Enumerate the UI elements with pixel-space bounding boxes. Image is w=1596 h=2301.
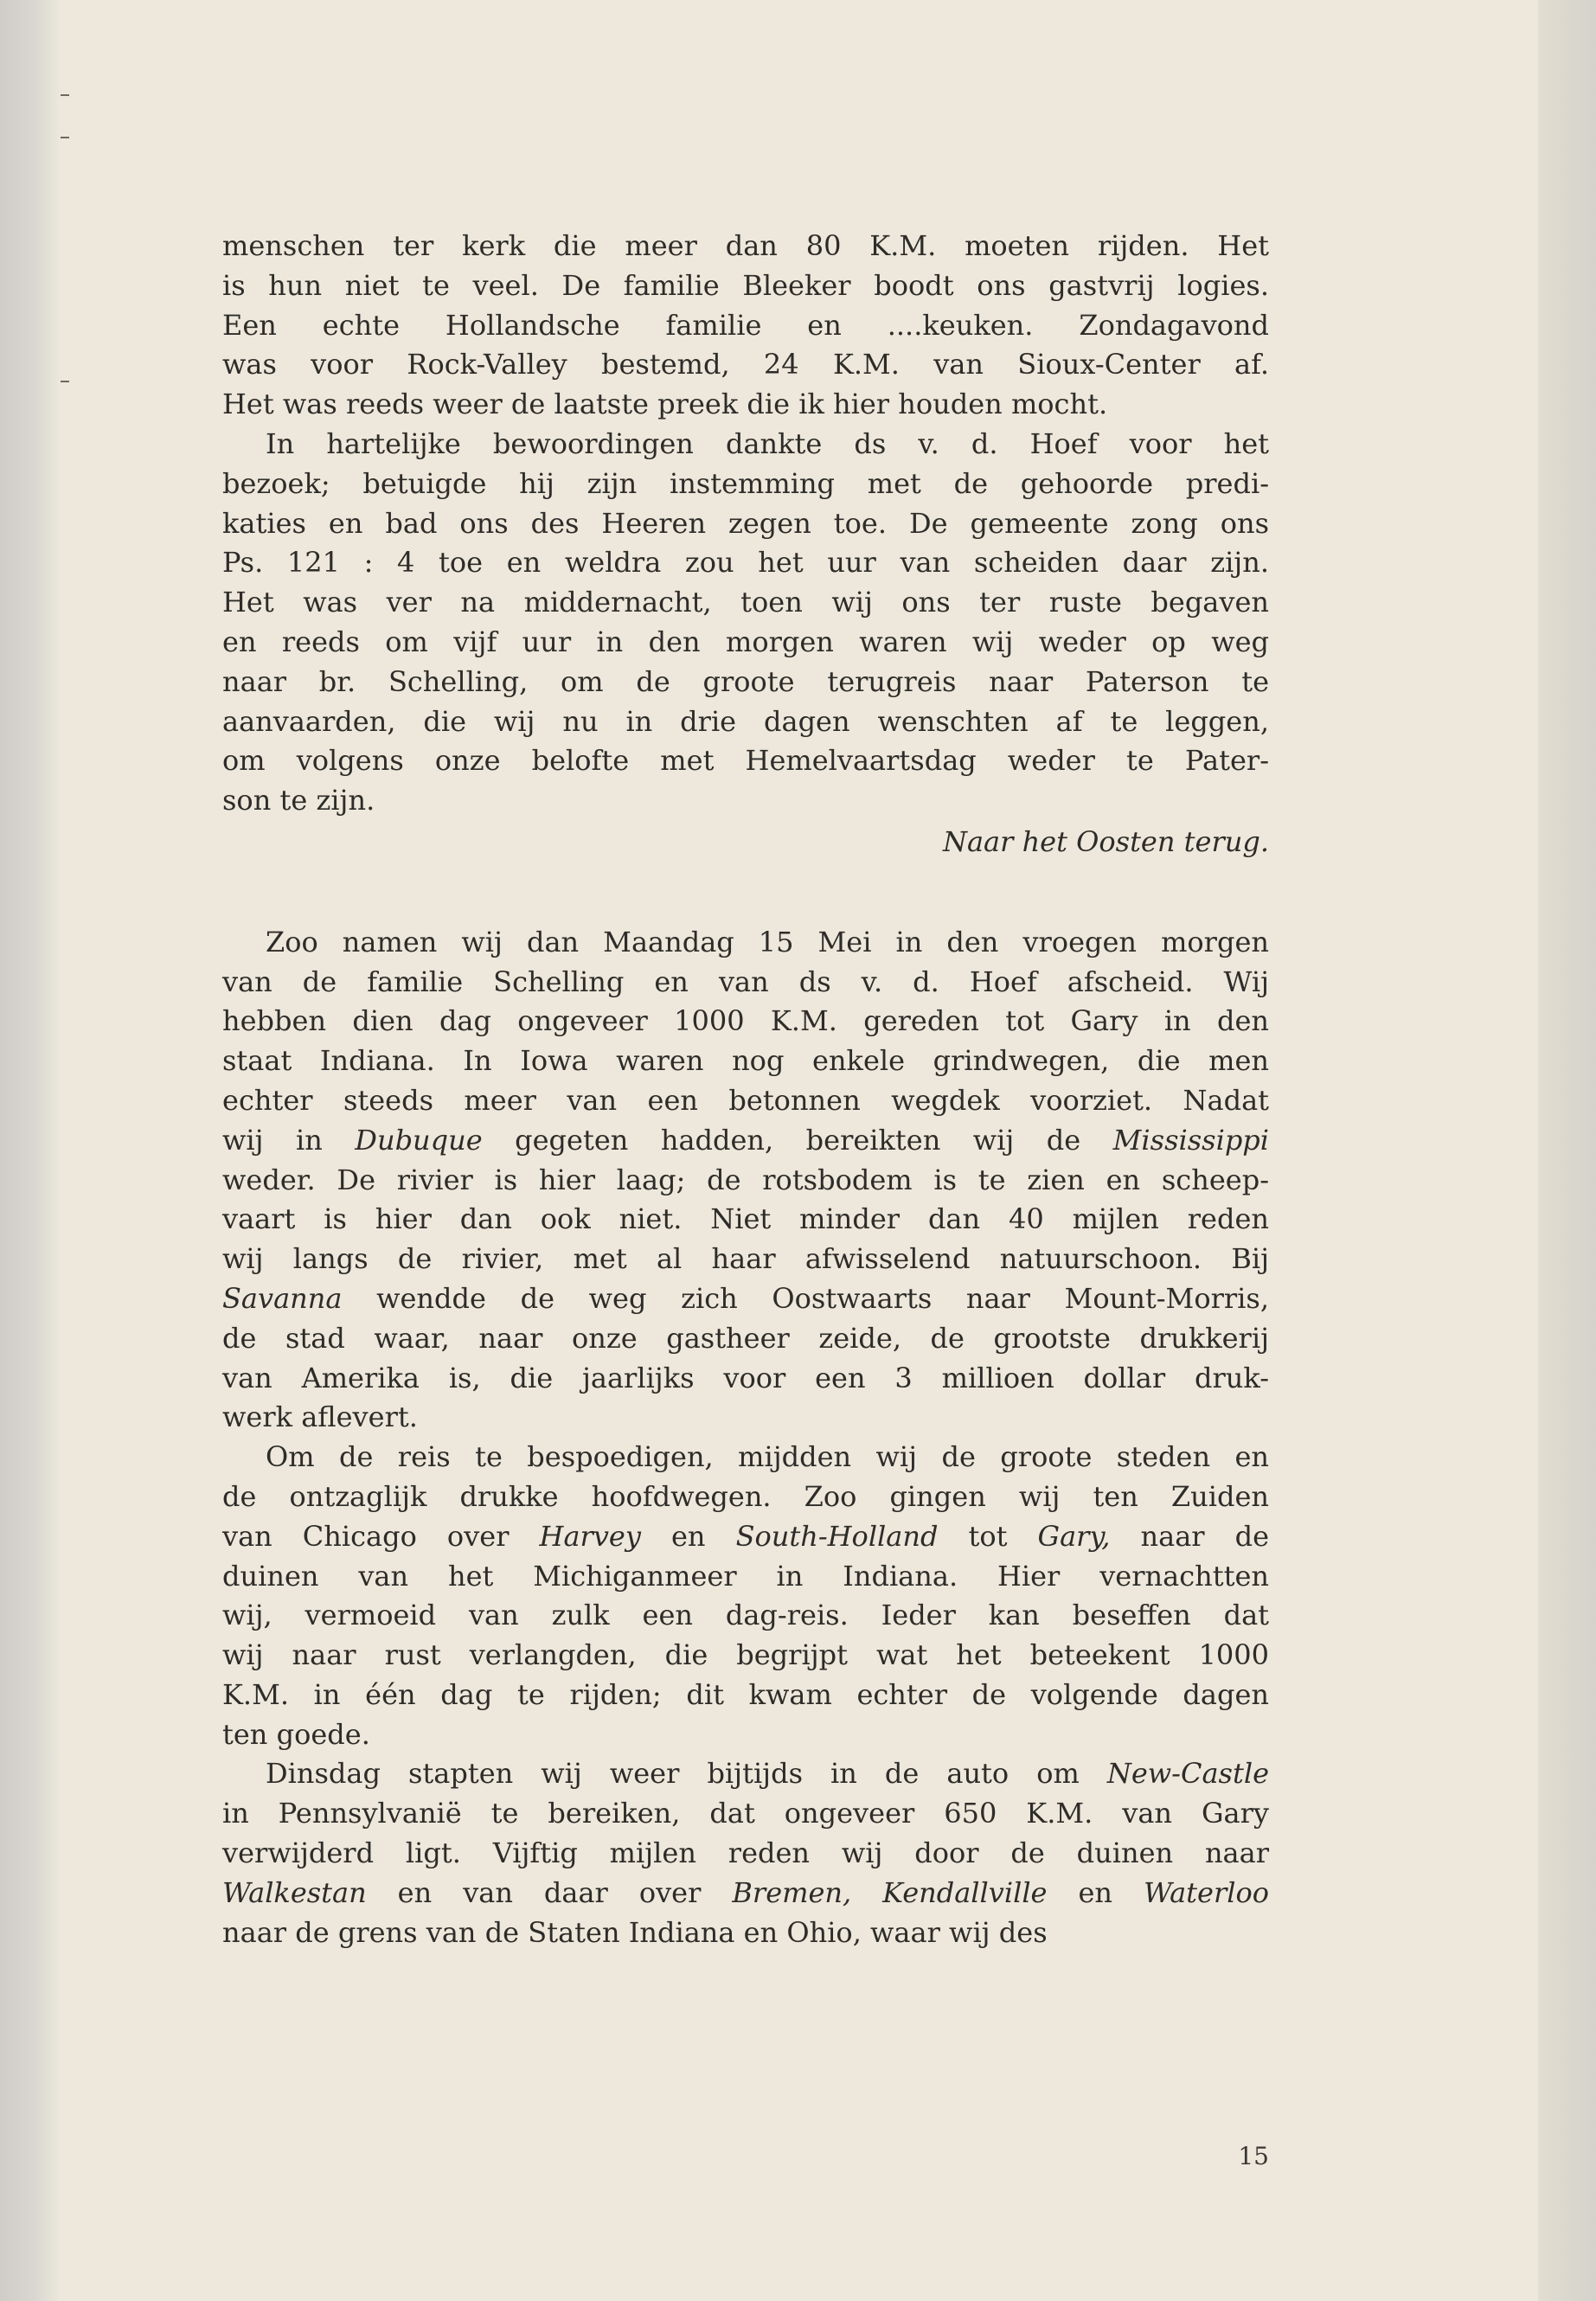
text-line: menschen ter kerk die meer dan 80 K.M. moeten rijden. Het	[222, 229, 1269, 262]
text-line: was voor Rock-Valley bestemd, 24 K.M. van Sioux-Center af.	[222, 348, 1269, 381]
text-run: werk aflevert.	[222, 1400, 418, 1434]
text-run: en	[640, 1519, 736, 1553]
text-line	[222, 1161, 1269, 1201]
text-run: naar de	[1110, 1519, 1270, 1553]
margin-mark	[61, 94, 69, 96]
text-line: aanvaarden, die wij nu in drie dagen wenschten af te leggen,	[222, 704, 1269, 738]
text-run: naar de grens van de Staten Indiana en Ohio, waar wij des	[222, 1915, 1048, 1949]
text-line	[222, 1517, 1269, 1557]
text-run: Dinsdag stapten wij weer bijtijds in de auto om	[266, 1757, 1107, 1791]
section-heading: Naar het Oosten terug.	[942, 824, 1269, 858]
text-line	[222, 1715, 1269, 1755]
text-run: K.M. in één dag te rijden; dit kwam echter de volgende dagen	[222, 1677, 1269, 1711]
italic-place-name: Savanna	[222, 1281, 343, 1315]
text-run: tot	[938, 1519, 1038, 1553]
text-run: wij langs de rivier, met al haar afwisselend natuurschoon. Bij	[222, 1242, 1269, 1276]
text-run: wendde de weg zich Oostwaarts naar Mount-Morris,	[342, 1281, 1269, 1315]
paragraph-5	[222, 1754, 1269, 1952]
text-line	[222, 1834, 1269, 1874]
paragraph-2	[222, 425, 1269, 821]
text-line	[222, 963, 1269, 1003]
text-line	[222, 1121, 1269, 1161]
text-run: staat Indiana. In Iowa waren nog enkele grindwegen, die men	[222, 1044, 1269, 1078]
text-line	[222, 1676, 1269, 1715]
text-line	[222, 1359, 1269, 1399]
paragraph-4	[222, 1438, 1269, 1754]
paragraph-1	[222, 227, 1269, 425]
text-line	[222, 1477, 1269, 1517]
text-line	[222, 1398, 1269, 1438]
text-run: in Pennsylvanië te bereiken, dat ongeveer 650 K.M. van Gary	[222, 1797, 1269, 1830]
text-line: Ps. 121 : 4 toe en weldra zou het uur van scheiden daar zijn.	[222, 546, 1269, 580]
text-line	[222, 1042, 1269, 1081]
text-line: bezoek; betuigde hij zijn instemming met de gehoorde predi-	[222, 466, 1269, 500]
text-line	[222, 1874, 1269, 1913]
text-line: naar br. Schelling, om de groote terugreis naar Paterson te	[222, 664, 1269, 698]
text-line	[222, 1636, 1269, 1676]
page-number: 15	[1238, 2142, 1269, 2170]
italic-place-name: Waterloo	[1143, 1875, 1270, 1909]
text-run: verwijderd ligt. Vijftig mijlen reden wij door de duinen naar	[222, 1836, 1269, 1870]
text-line	[222, 1794, 1269, 1834]
italic-place-name: Bremen, Kendallville	[732, 1875, 1048, 1909]
italic-place-name: Dubuque	[355, 1123, 483, 1157]
text-run: gegeten hadden, bereikten wij de	[482, 1123, 1113, 1157]
text-line	[222, 1200, 1269, 1240]
italic-place-name: New-Castle	[1106, 1757, 1269, 1791]
text-run: van de familie Schelling en van ds v. d. Hoef afscheid. Wij	[222, 965, 1269, 998]
italic-place-name: Mississippi	[1112, 1123, 1270, 1157]
text-line	[222, 1279, 1269, 1319]
italic-place-name: Harvey	[539, 1519, 641, 1553]
text-line	[222, 1557, 1269, 1597]
text-line	[222, 1319, 1269, 1359]
text-line	[222, 1754, 1269, 1794]
text-run: echter steeds meer van een betonnen wegdek voorziet. Nadat	[222, 1083, 1269, 1117]
text-run: wij naar rust verlangden, die begrijpt wat het beteekent 1000	[222, 1638, 1269, 1672]
text-line	[222, 1438, 1269, 1477]
text-run: de stad waar, naar onze gastheer zeide, de grootste drukkerij	[222, 1321, 1269, 1355]
text-line: katies en bad ons des Heeren zegen toe. De gemeente zong ons	[222, 506, 1269, 540]
italic-place-name: Gary,	[1037, 1519, 1111, 1553]
text-line	[222, 1913, 1269, 1953]
text-run: Om de reis te bespoedigen, mijdden wij de groote steden en	[266, 1440, 1269, 1474]
text-line	[222, 1240, 1269, 1279]
text-run: wij in	[222, 1123, 356, 1157]
text-line: en reeds om vijf uur in den morgen waren wij weder op weg	[222, 625, 1269, 658]
section-gap	[222, 862, 1269, 923]
text-line: Een echte Hollandsche familie en ....keuken. Zondagavond	[222, 308, 1269, 342]
italic-place-name: Walkestan	[222, 1875, 367, 1909]
text-run: en van daar over	[366, 1875, 733, 1909]
text-run: van Amerika is, die jaarlijks voor een 3 millioen dollar druk-	[222, 1361, 1269, 1394]
body-text	[222, 227, 1269, 1952]
text-run: van Chicago over	[222, 1519, 540, 1553]
text-run: Zoo namen wij dan Maandag 15 Mei in den vroegen morgen	[266, 925, 1269, 958]
paragraph-3	[222, 923, 1269, 1438]
text-line: is hun niet te veel. De familie Bleeker boodt ons gastvrij logies.	[222, 268, 1269, 302]
text-run: vaart is hier dan ook niet. Niet minder dan 40 mijlen reden	[222, 1202, 1269, 1236]
text-line	[222, 1596, 1269, 1636]
text-run: ten goede.	[222, 1717, 370, 1751]
text-line	[222, 923, 1269, 963]
text-line	[222, 1081, 1269, 1121]
text-line: Het was reeds weer de laatste preek die ik hier houden mocht.	[222, 388, 1108, 421]
italic-place-name: South-Holland	[735, 1519, 939, 1553]
text-run: weder. De rivier is hier laag; de rotsbodem is te zien en scheep-	[222, 1163, 1269, 1196]
text-line: son te zijn.	[222, 784, 375, 817]
text-run: de ontzaglijk drukke hoofdwegen. Zoo gingen wij ten Zuiden	[222, 1479, 1269, 1513]
text-run: duinen van het Michiganmeer in Indiana. Hier vernachtten	[222, 1559, 1269, 1593]
text-run: en	[1047, 1875, 1144, 1909]
margin-mark	[61, 137, 69, 138]
margin-mark	[61, 381, 69, 382]
text-line: Het was ver na middernacht, toen wij ons ter ruste begaven	[222, 586, 1269, 619]
text-line	[222, 1002, 1269, 1042]
text-run: wij, vermoeid van zulk een dag-reis. Ieder kan beseffen dat	[222, 1599, 1269, 1632]
text-line: In hartelijke bewoordingen dankte ds v. d. Hoef voor het	[266, 426, 1269, 460]
text-run: hebben dien dag ongeveer 1000 K.M. gereden tot Gary in den	[222, 1004, 1269, 1038]
text-line: om volgens onze belofte met Hemelvaartsdag weder te Pater-	[222, 744, 1269, 778]
